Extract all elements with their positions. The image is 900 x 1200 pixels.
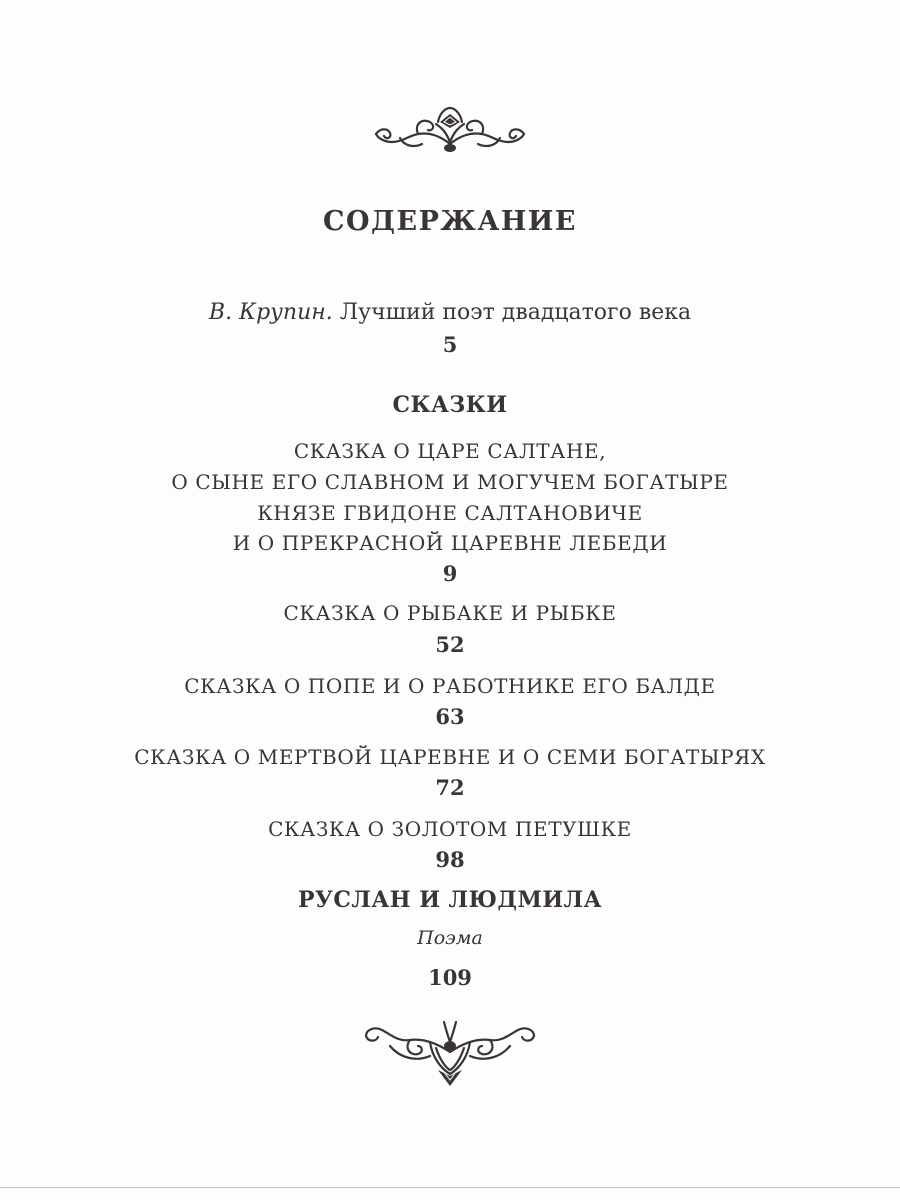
toc-entry-line: КНЯЗЕ ГВИДОНЕ САЛТАНОВИЧЕ xyxy=(257,501,643,525)
section-heading-fairy-tales: СКАЗКИ xyxy=(392,392,508,418)
intro-page-number: 5 xyxy=(442,332,458,357)
page-title: СОДЕРЖАНИЕ xyxy=(323,206,577,237)
toc-page-number: 9 xyxy=(442,561,458,586)
toc-page-number: 72 xyxy=(435,775,465,800)
toc-entry-line: СКАЗКА О ЦАРЕ САЛТАНЕ, xyxy=(293,439,607,463)
toc-page-number: 98 xyxy=(435,847,465,872)
toc-entry-line: СКАЗКА О ПОПЕ И О РАБОТНИКЕ ЕГО БАЛДЕ xyxy=(184,674,716,698)
toc-entry-line: И О ПРЕКРАСНОЙ ЦАРЕВНЕ ЛЕБЕДИ xyxy=(232,531,668,555)
bottom-ornament-icon xyxy=(0,1012,900,1092)
poem-page-number: 109 xyxy=(428,965,472,990)
toc-page-number: 52 xyxy=(435,632,465,657)
intro-author: В. Крупин. xyxy=(208,300,333,325)
scan-edge-line xyxy=(0,1187,900,1188)
toc-entry-line: СКАЗКА О МЕРТВОЙ ЦАРЕВНЕ И О СЕМИ БОГАТЫРЯХ xyxy=(134,745,766,769)
toc-page-number: 63 xyxy=(435,704,465,729)
section-heading-poem: РУСЛАН И ЛЮДМИЛА xyxy=(297,887,602,913)
toc-entry-line: СКАЗКА О ЗОЛОТОМ ПЕТУШКЕ xyxy=(268,817,632,841)
toc-entry-line: СКАЗКА О РЫБАКЕ И РЫБКЕ xyxy=(283,601,617,625)
poem-subtitle: Поэма xyxy=(417,927,483,949)
intro-entry xyxy=(0,302,900,324)
toc-entry-line: О СЫНЕ ЕГО СЛАВНОМ И МОГУЧЕМ БОГАТЫРЕ xyxy=(171,470,729,494)
top-ornament-icon xyxy=(0,102,900,162)
intro-title: Лучший поэт двадцатого века xyxy=(339,300,692,325)
